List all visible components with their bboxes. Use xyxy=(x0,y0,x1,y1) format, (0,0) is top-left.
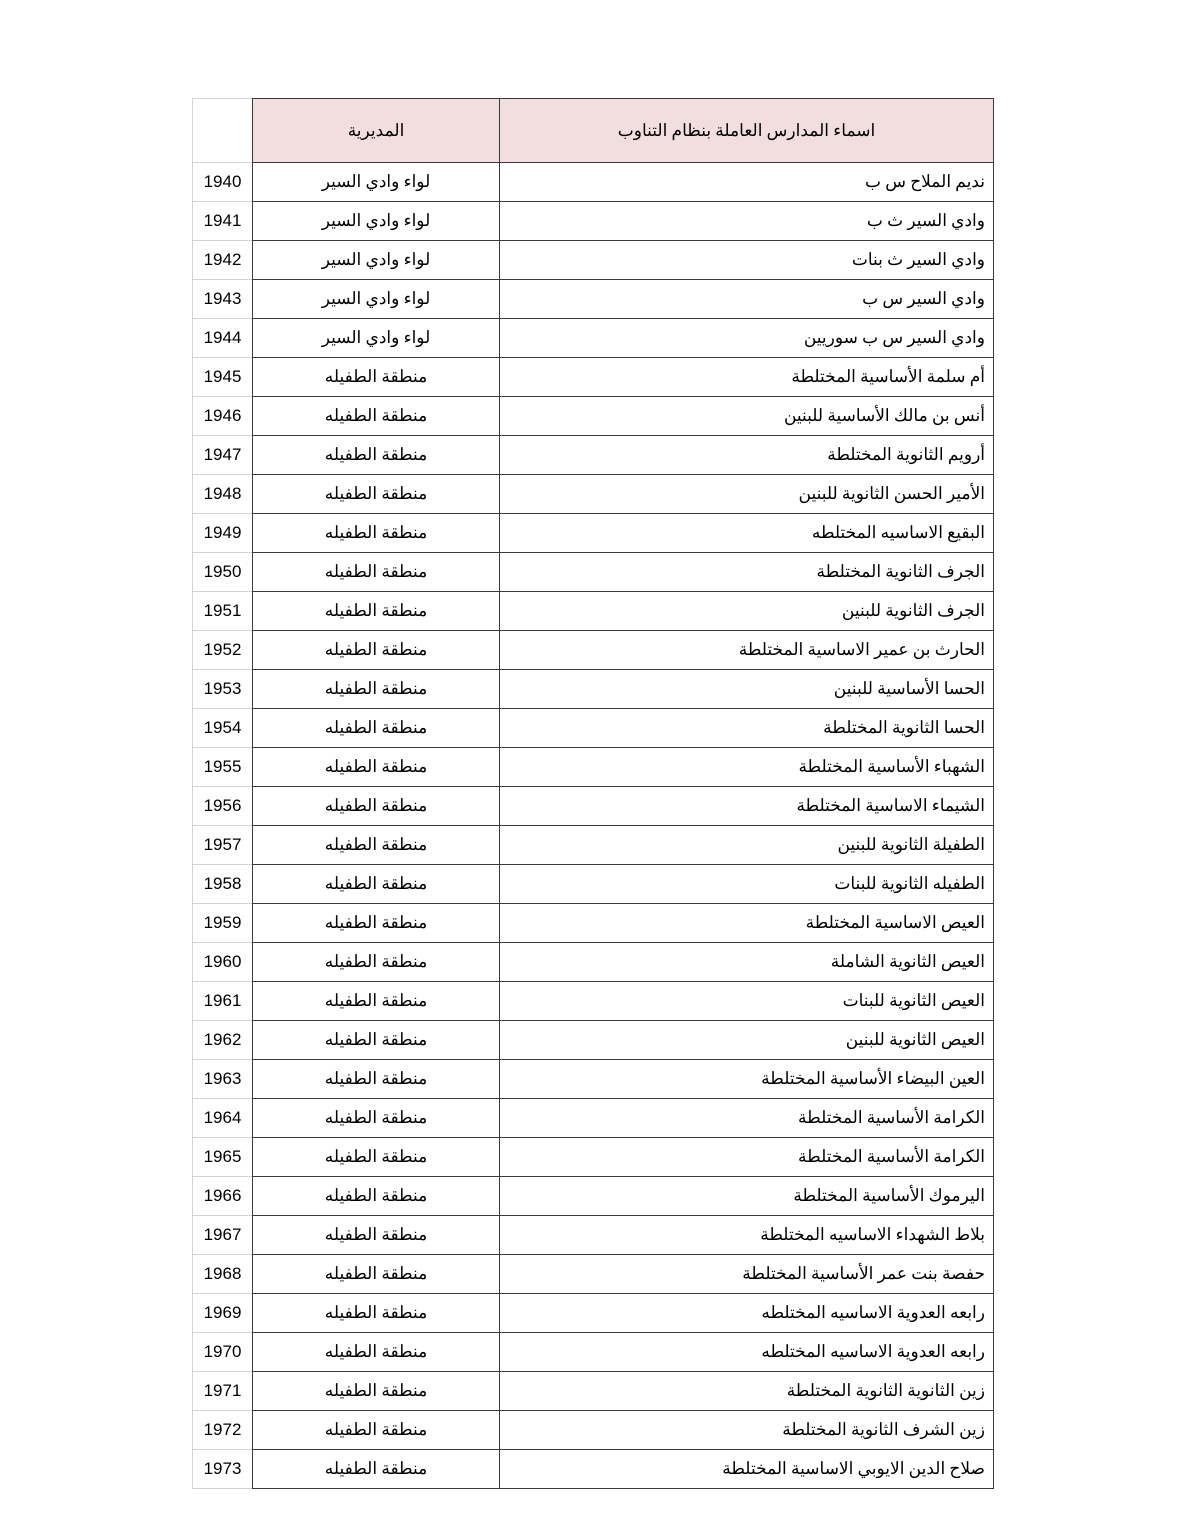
cell-school-name: الكرامة الأساسية المختلطة xyxy=(500,1099,994,1138)
cell-directorate: لواء وادي السير xyxy=(253,163,500,202)
cell-row-number: 1943 xyxy=(193,280,253,319)
cell-school-name: أنس بن مالك الأساسية للبنين xyxy=(500,397,994,436)
cell-directorate: منطقة الطفيله xyxy=(253,982,500,1021)
cell-directorate: لواء وادي السير xyxy=(253,280,500,319)
cell-directorate: منطقة الطفيله xyxy=(253,1021,500,1060)
table-row xyxy=(193,787,994,826)
cell-row-number: 1944 xyxy=(193,319,253,358)
table-row xyxy=(193,982,994,1021)
cell-school-name: صلاح الدين الايوبي الاساسية المختلطة xyxy=(500,1450,994,1489)
cell-directorate: منطقة الطفيله xyxy=(253,787,500,826)
cell-directorate: منطقة الطفيله xyxy=(253,1177,500,1216)
table-row xyxy=(193,553,994,592)
cell-directorate: منطقة الطفيله xyxy=(253,592,500,631)
table-row xyxy=(193,748,994,787)
table-row xyxy=(193,280,994,319)
cell-school-name: زين الشرف الثانوية المختلطة xyxy=(500,1411,994,1450)
cell-row-number: 1966 xyxy=(193,1177,253,1216)
table-body xyxy=(193,163,994,1489)
cell-school-name: الجرف الثانوية المختلطة xyxy=(500,553,994,592)
cell-row-number: 1964 xyxy=(193,1099,253,1138)
table-row xyxy=(193,397,994,436)
cell-row-number: 1942 xyxy=(193,241,253,280)
cell-row-number: 1947 xyxy=(193,436,253,475)
cell-row-number: 1955 xyxy=(193,748,253,787)
table-row xyxy=(193,904,994,943)
table-row xyxy=(193,943,994,982)
cell-row-number: 1950 xyxy=(193,553,253,592)
cell-directorate: منطقة الطفيله xyxy=(253,1060,500,1099)
cell-school-name: الشهباء الأساسية المختلطة xyxy=(500,748,994,787)
table-row xyxy=(193,319,994,358)
cell-directorate: منطقة الطفيله xyxy=(253,1138,500,1177)
cell-school-name: اليرموك الأساسية المختلطة xyxy=(500,1177,994,1216)
table-row xyxy=(193,1255,994,1294)
cell-school-name: العيص الثانوية للبنات xyxy=(500,982,994,1021)
cell-row-number: 1953 xyxy=(193,670,253,709)
cell-row-number: 1957 xyxy=(193,826,253,865)
cell-school-name: الحسا الثانوية المختلطة xyxy=(500,709,994,748)
cell-row-number: 1973 xyxy=(193,1450,253,1489)
table-row xyxy=(193,865,994,904)
table-row xyxy=(193,826,994,865)
cell-school-name: وادي السير س ب سوريين xyxy=(500,319,994,358)
cell-row-number: 1960 xyxy=(193,943,253,982)
cell-directorate: منطقة الطفيله xyxy=(253,514,500,553)
cell-row-number: 1969 xyxy=(193,1294,253,1333)
cell-school-name: الكرامة الأساسية المختلطة xyxy=(500,1138,994,1177)
table-row xyxy=(193,1333,994,1372)
cell-row-number: 1952 xyxy=(193,631,253,670)
table-row xyxy=(193,475,994,514)
cell-row-number: 1967 xyxy=(193,1216,253,1255)
cell-school-name: وادي السير ث بنات xyxy=(500,241,994,280)
cell-row-number: 1963 xyxy=(193,1060,253,1099)
table-header xyxy=(193,99,994,163)
cell-directorate: منطقة الطفيله xyxy=(253,826,500,865)
cell-row-number: 1959 xyxy=(193,904,253,943)
table-row xyxy=(193,1021,994,1060)
cell-row-number: 1968 xyxy=(193,1255,253,1294)
table-row xyxy=(193,436,994,475)
cell-directorate: منطقة الطفيله xyxy=(253,397,500,436)
cell-school-name: حفصة بنت عمر الأساسية المختلطة xyxy=(500,1255,994,1294)
schools-table xyxy=(192,98,994,1489)
table-row xyxy=(193,709,994,748)
cell-school-name: الحارث بن عمير الاساسية المختلطة xyxy=(500,631,994,670)
cell-row-number: 1946 xyxy=(193,397,253,436)
cell-school-name: العيص الثانوية الشاملة xyxy=(500,943,994,982)
cell-school-name: الحسا الأساسية للبنين xyxy=(500,670,994,709)
cell-directorate: منطقة الطفيله xyxy=(253,1372,500,1411)
cell-directorate: منطقة الطفيله xyxy=(253,943,500,982)
cell-directorate: منطقة الطفيله xyxy=(253,904,500,943)
table-row xyxy=(193,358,994,397)
column-header-school-name: اسماء المدارس العاملة بنظام التناوب xyxy=(500,99,994,163)
table-row xyxy=(193,514,994,553)
cell-directorate: منطقة الطفيله xyxy=(253,865,500,904)
cell-directorate: منطقة الطفيله xyxy=(253,670,500,709)
cell-directorate: لواء وادي السير xyxy=(253,202,500,241)
cell-directorate: منطقة الطفيله xyxy=(253,1216,500,1255)
header-row xyxy=(193,99,994,163)
cell-school-name: أم سلمة الأساسية المختلطة xyxy=(500,358,994,397)
cell-row-number: 1951 xyxy=(193,592,253,631)
table-row xyxy=(193,241,994,280)
cell-directorate: منطقة الطفيله xyxy=(253,709,500,748)
cell-directorate: منطقة الطفيله xyxy=(253,1099,500,1138)
cell-directorate: منطقة الطفيله xyxy=(253,1450,500,1489)
cell-school-name: الجرف الثانوية للبنين xyxy=(500,592,994,631)
cell-directorate: منطقة الطفيله xyxy=(253,436,500,475)
cell-directorate: منطقة الطفيله xyxy=(253,1411,500,1450)
cell-row-number: 1970 xyxy=(193,1333,253,1372)
cell-school-name: وادي السير ث ب xyxy=(500,202,994,241)
cell-directorate: منطقة الطفيله xyxy=(253,553,500,592)
cell-school-name: زين الثانوية الثانوية المختلطة xyxy=(500,1372,994,1411)
table-row xyxy=(193,1216,994,1255)
cell-row-number: 1941 xyxy=(193,202,253,241)
table-row xyxy=(193,1099,994,1138)
cell-row-number: 1961 xyxy=(193,982,253,1021)
cell-school-name: وادي السير س ب xyxy=(500,280,994,319)
cell-school-name: بلاط الشهداء الاساسيه المختلطة xyxy=(500,1216,994,1255)
table-row xyxy=(193,1138,994,1177)
cell-directorate: منطقة الطفيله xyxy=(253,748,500,787)
table-row xyxy=(193,1294,994,1333)
cell-school-name: الشيماء الاساسية المختلطة xyxy=(500,787,994,826)
cell-directorate: منطقة الطفيله xyxy=(253,1255,500,1294)
column-header-directorate: المديرية xyxy=(253,99,500,163)
cell-directorate: منطقة الطفيله xyxy=(253,1294,500,1333)
cell-school-name: أرويم الثانوية المختلطة xyxy=(500,436,994,475)
table-row xyxy=(193,163,994,202)
cell-row-number: 1945 xyxy=(193,358,253,397)
table-row xyxy=(193,1450,994,1489)
cell-school-name: نديم الملاح س ب xyxy=(500,163,994,202)
cell-school-name: رابعه العدوية الاساسيه المختلطه xyxy=(500,1333,994,1372)
schools-table-container xyxy=(193,98,994,1489)
table-row xyxy=(193,670,994,709)
table-row xyxy=(193,1411,994,1450)
cell-row-number: 1972 xyxy=(193,1411,253,1450)
cell-row-number: 1954 xyxy=(193,709,253,748)
cell-school-name: الطفيلة الثانوية للبنين xyxy=(500,826,994,865)
table-row xyxy=(193,202,994,241)
cell-directorate: منطقة الطفيله xyxy=(253,1333,500,1372)
cell-row-number: 1958 xyxy=(193,865,253,904)
cell-directorate: لواء وادي السير xyxy=(253,241,500,280)
cell-row-number: 1948 xyxy=(193,475,253,514)
table-row xyxy=(193,1060,994,1099)
table-row xyxy=(193,631,994,670)
cell-school-name: العيص الثانوية للبنين xyxy=(500,1021,994,1060)
cell-school-name: العيص الاساسية المختلطة xyxy=(500,904,994,943)
cell-school-name: الطفيله الثانوية للبنات xyxy=(500,865,994,904)
cell-row-number: 1965 xyxy=(193,1138,253,1177)
table-row xyxy=(193,1177,994,1216)
cell-row-number: 1962 xyxy=(193,1021,253,1060)
cell-directorate: منطقة الطفيله xyxy=(253,475,500,514)
cell-school-name: الأمير الحسن الثانوية للبنين xyxy=(500,475,994,514)
cell-directorate: لواء وادي السير xyxy=(253,319,500,358)
cell-directorate: منطقة الطفيله xyxy=(253,631,500,670)
cell-school-name: البقيع الاساسيه المختلطه xyxy=(500,514,994,553)
column-header-number xyxy=(193,99,253,163)
cell-row-number: 1956 xyxy=(193,787,253,826)
cell-directorate: منطقة الطفيله xyxy=(253,358,500,397)
cell-school-name: رابعه العدوية الاساسيه المختلطه xyxy=(500,1294,994,1333)
cell-school-name: العين البيضاء الأساسية المختلطة xyxy=(500,1060,994,1099)
cell-row-number: 1949 xyxy=(193,514,253,553)
cell-row-number: 1971 xyxy=(193,1372,253,1411)
table-row xyxy=(193,1372,994,1411)
cell-row-number: 1940 xyxy=(193,163,253,202)
table-row xyxy=(193,592,994,631)
